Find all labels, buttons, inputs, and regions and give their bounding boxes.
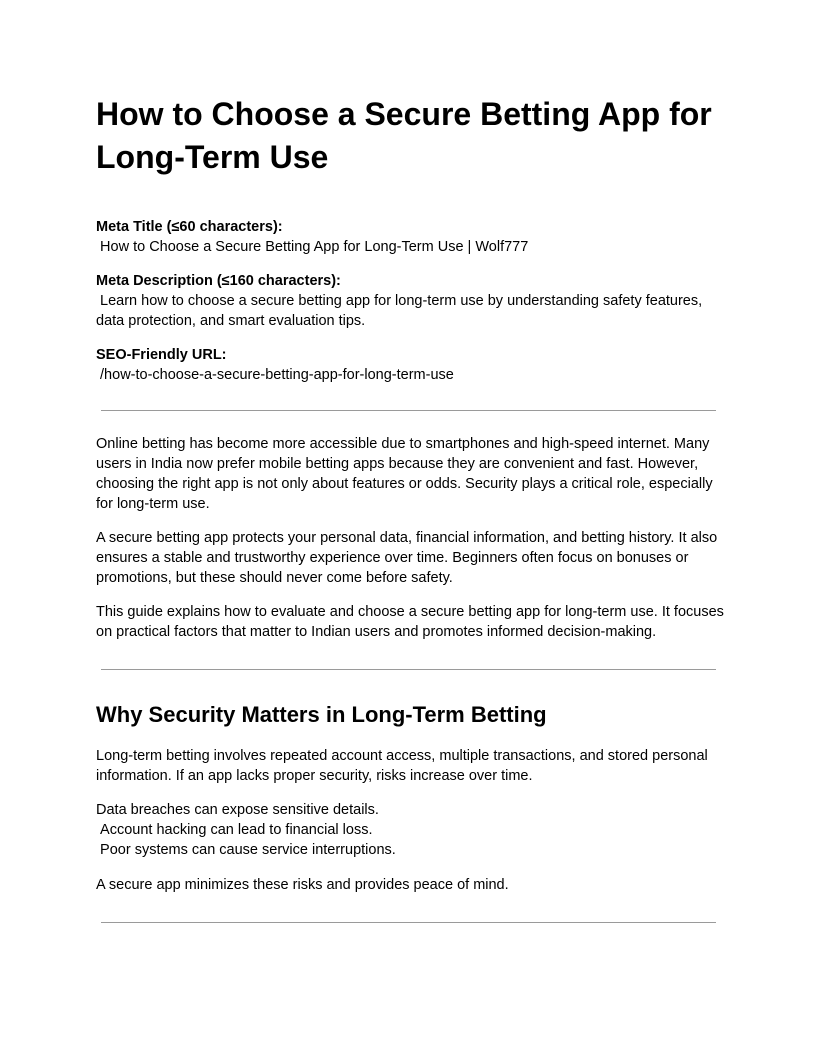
meta-title-label: Meta Title (≤60 characters): xyxy=(96,219,283,235)
meta-description-value: Learn how to choose a secure betting app for long-term use by understanding safety features, data protection, and smart evaluation tips. xyxy=(96,293,707,329)
meta-title-block xyxy=(96,217,726,257)
section-paragraph-2: A secure app minimizes these risks and provides peace of mind. xyxy=(96,877,509,893)
meta-description-block xyxy=(96,271,726,331)
section-heading: Why Security Matters in Long-Term Betting xyxy=(96,702,547,727)
horizontal-divider xyxy=(101,410,716,411)
meta-description-label: Meta Description (≤160 characters): xyxy=(96,273,341,289)
horizontal-divider xyxy=(101,922,716,923)
seo-url-block xyxy=(96,345,726,385)
intro-paragraph-1: Online betting has become more accessible due to smartphones and high-speed internet. Many users in India now prefer mobile betting apps because they are convenient and fast. However, choosing the right app is not only about features or odds. Security plays a critical role, especially for long-term use. xyxy=(96,436,713,512)
seo-url-label: SEO-Friendly URL: xyxy=(96,347,227,363)
horizontal-divider xyxy=(101,669,716,670)
seo-url-value: /how-to-choose-a-secure-betting-app-for-long-term-use xyxy=(96,367,454,383)
intro-paragraph-3: This guide explains how to evaluate and choose a secure betting app for long-term use. It focuses on practical factors that matter to Indian users and promotes informed decision-making. xyxy=(96,604,724,640)
intro-paragraph-2: A secure betting app protects your personal data, financial information, and betting history. It also ensures a stable and trustworthy experience over time. Beginners often focus on bonuses or promotions, but these should never come before safety. xyxy=(96,530,718,586)
section-paragraph-1: Long-term betting involves repeated account access, multiple transactions, and stored personal information. If an app lacks proper security, risks increase over time. xyxy=(96,748,708,784)
document-title: How to Choose a Secure Betting App for Long-Term Use xyxy=(96,96,712,175)
risk-item: Account hacking can lead to financial loss. xyxy=(96,822,373,838)
meta-title-value: How to Choose a Secure Betting App for Long-Term Use | Wolf777 xyxy=(96,239,529,255)
risk-list xyxy=(96,800,724,860)
risk-item: Data breaches can expose sensitive details. xyxy=(96,802,379,818)
risk-item: Poor systems can cause service interruptions. xyxy=(96,842,396,858)
